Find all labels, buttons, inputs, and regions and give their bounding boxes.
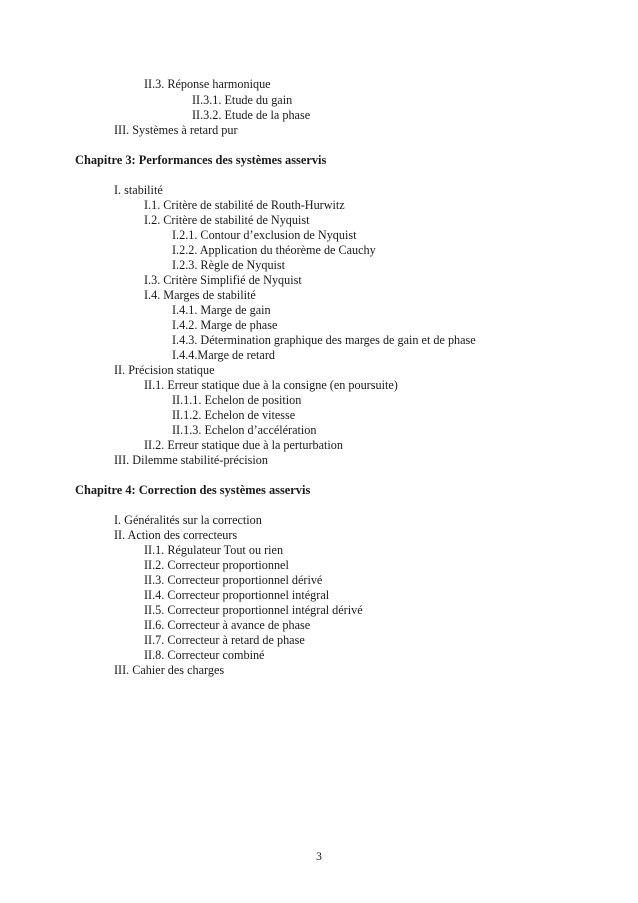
toc-entry: I.2. Critère de stabilité de Nyquist [144,213,310,227]
toc-entry: II. Précision statique [114,363,215,377]
toc-entry: II.2. Correcteur proportionnel [144,558,289,572]
toc-entry: II.3. Correcteur proportionnel dérivé [144,573,323,587]
toc-entry: I.2.1. Contour d’exclusion de Nyquist [172,228,357,242]
toc-entry: II.2. Erreur statique due à la perturbation [144,438,343,452]
page-number: 3 [316,851,322,863]
toc-entry: I.1. Critère de stabilité de Routh-Hurwitz [144,198,345,212]
toc-entry: II.1. Erreur statique due à la consigne (en poursuite) [144,378,398,392]
toc-entry: II.7. Correcteur à retard de phase [144,633,305,647]
toc-entry: II.5. Correcteur proportionnel intégral dérivé [144,603,363,617]
toc-entry: I. stabilité [114,183,163,197]
toc-entry: II.8. Correcteur combiné [144,648,265,662]
toc-entry: I. Généralités sur la correction [114,513,262,527]
toc-entry: II.3. Réponse harmonique [144,77,271,91]
toc-entry: II. Action des correcteurs [114,528,238,542]
toc-entry: I.4.3. Détermination graphique des marges de gain et de phase [172,333,476,347]
toc-entry: III. Cahier des charges [114,663,225,677]
toc-entry: II.1.1. Echelon de position [172,393,302,407]
toc-entry: III. Dilemme stabilité-précision [114,453,268,467]
toc-entry: II.3.1. Etude du gain [192,93,293,107]
toc-entry: I.2.2. Application du théorème de Cauchy [172,243,376,257]
toc-entry: II.1.2. Echelon de vitesse [172,408,296,422]
toc-entry: I.3. Critère Simplifié de Nyquist [144,273,302,287]
toc-entry: I.2.3. Règle de Nyquist [172,258,286,272]
chapter-title: Chapitre 3: Performances des systèmes asservis [75,153,327,167]
toc-entry: II.4. Correcteur proportionnel intégral [144,588,330,602]
toc-entry: I.4.2. Marge de phase [172,318,278,332]
toc-entry: I.4.1. Marge de gain [172,303,271,317]
toc-entry: III. Systèmes à retard pur [114,123,238,137]
toc-entry: I.4.4.Marge de retard [172,348,275,362]
toc-entry: II.6. Correcteur à avance de phase [144,618,311,632]
chapter-title: Chapitre 4: Correction des systèmes asservis [75,483,311,497]
toc-entry: II.3.2. Etude de la phase [192,108,311,122]
toc-entry: I.4. Marges de stabilité [144,288,256,302]
toc-entry: II.1.3. Echelon d’accélération [172,423,317,437]
toc-entry: II.1. Régulateur Tout ou rien [144,543,284,557]
